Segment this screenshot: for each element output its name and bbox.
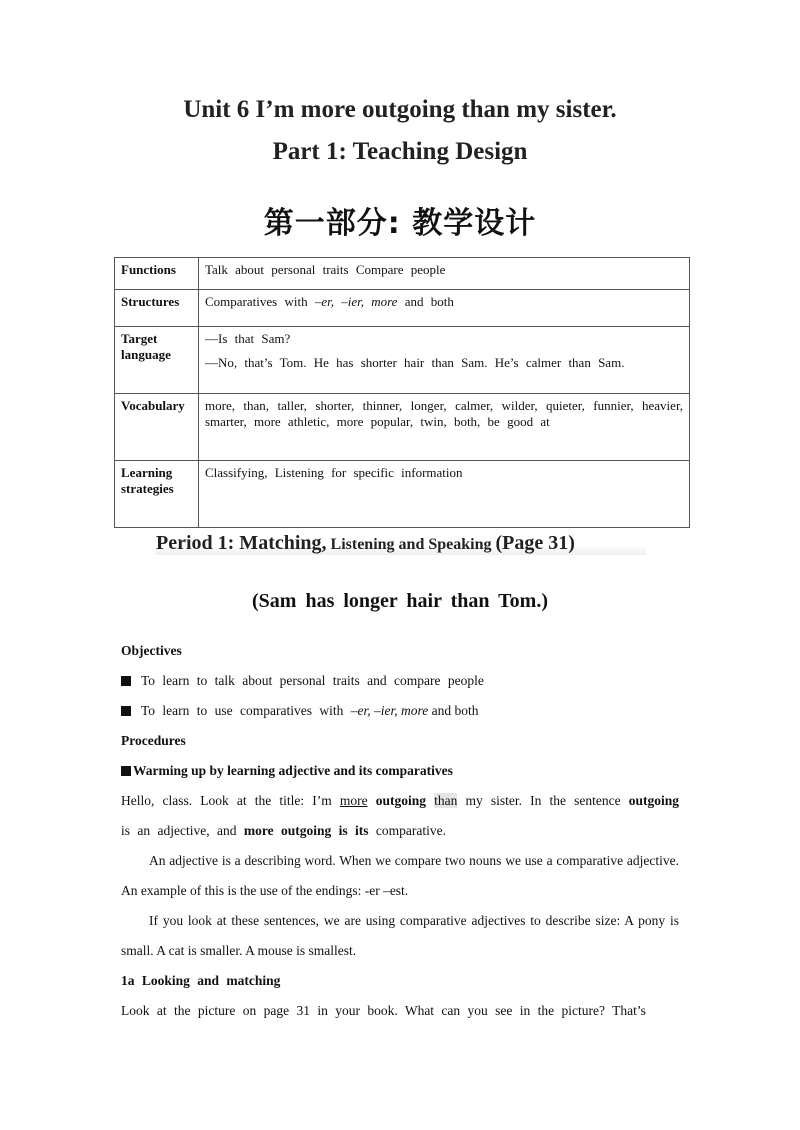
target-answer: —No, that’s Tom. He has shorter hair than Sam. He’s calmer than Sam.: [205, 355, 625, 370]
square-bullet-icon: [121, 706, 131, 716]
paragraph-picture: Look at the picture on page 31 in your book. What can you see in the picture? That’s: [121, 1003, 646, 1018]
period-subtitle: (Sam has longer hair than Tom.): [252, 590, 548, 612]
table-row: [115, 394, 690, 461]
structures-ier: –ier,: [341, 294, 364, 309]
period-part1: Period 1: Matching,: [156, 532, 327, 554]
target-question: —Is that Sam?: [205, 331, 291, 346]
part-title: Part 1: Teaching Design: [272, 138, 528, 165]
chinese-title: 第一部分: 教学设计: [263, 206, 537, 241]
lesson-body: [121, 636, 679, 1026]
objective-text-em: –er, –ier, more: [350, 703, 429, 718]
square-bullet-icon: [121, 676, 131, 686]
square-bullet-icon: [121, 766, 131, 776]
para1-more: more: [339, 793, 368, 808]
structures-er: –er,: [314, 294, 334, 309]
table-row: [115, 258, 690, 290]
learning-strategies-value: Classifying, Listening for specific information: [199, 461, 690, 528]
objective-item: [121, 666, 679, 696]
learning-strategies-label: Learning strategies: [115, 461, 199, 528]
para1-bold2: more outgoing is its: [243, 823, 369, 838]
para1-than: than: [434, 793, 458, 808]
target-language-value: [199, 327, 690, 394]
procedures-heading: Procedures: [121, 733, 186, 748]
table-row: [115, 461, 690, 528]
structures-suffix: and both: [404, 294, 454, 309]
structures-value: [199, 290, 690, 327]
paragraph-size: If you look at these sentences, we are using comparative adjectives to describe size: A pony is small. A cat is smaller. A mouse is smallest.: [121, 913, 679, 958]
table-row: [115, 327, 690, 394]
para1-text-d: comparative.: [368, 823, 446, 838]
warming-up-text: Warming up by learning adjective and its comparatives: [133, 763, 453, 778]
functions-value: Talk about personal traits Compare people: [199, 258, 690, 290]
period-part2: Listening and Speaking: [330, 536, 492, 553]
structures-prefix: Comparatives with: [205, 294, 315, 309]
vocabulary-label: Vocabulary: [115, 394, 199, 461]
objective-text: To learn to talk about personal traits and compare people: [141, 673, 484, 688]
objective-text-post: and both: [428, 703, 479, 718]
target-language-label: Target language: [115, 327, 199, 394]
teaching-design-table: [114, 257, 690, 528]
para1-text-b: my sister. In the sentence: [457, 793, 629, 808]
paragraph-title-explanation: [121, 786, 679, 846]
paragraph-adjective: An adjective is a describing word. When we compare two nouns we use a comparative adjective. An example of this is the use of the endings: -er –est.: [121, 853, 679, 898]
period-heading: [156, 532, 646, 555]
structures-more: more: [371, 294, 398, 309]
para1-outgoing2: outgoing: [628, 793, 680, 808]
table-row: [115, 290, 690, 327]
vocabulary-value: more, than, taller, shorter, thinner, longer, calmer, wilder, quieter, funnier, heavier, smarter, more athletic, more popular, twin, both, be good at: [199, 394, 690, 461]
period-part3: (Page 31): [495, 532, 575, 554]
unit-title: Unit 6 I’m more outgoing than my sister.: [183, 96, 617, 123]
objective-item: [121, 696, 679, 726]
section-1a-heading: 1a Looking and matching: [121, 973, 281, 988]
structures-label: Structures: [115, 290, 199, 327]
para1-outgoing: outgoing: [375, 793, 426, 808]
para1-text-c: is an adjective, and: [121, 823, 244, 838]
functions-label: Functions: [115, 258, 199, 290]
para1-text-a: Hello, class. Look at the title: I’m: [121, 793, 340, 808]
objective-text-pre: To learn to use comparatives with: [141, 703, 351, 718]
warming-up-heading: [121, 756, 679, 786]
objectives-heading: Objectives: [121, 643, 182, 658]
